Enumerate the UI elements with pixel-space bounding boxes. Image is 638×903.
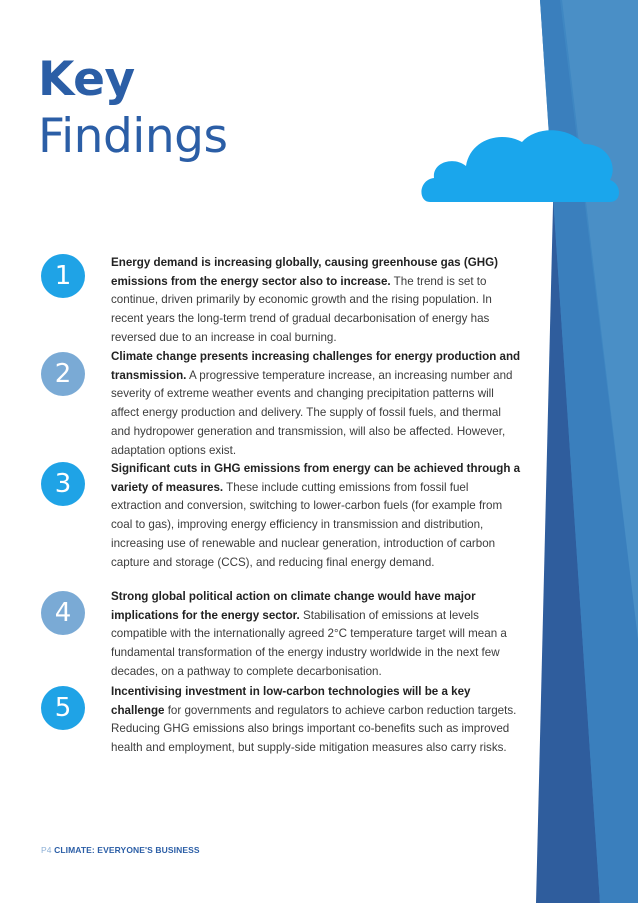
finding-text-3 xyxy=(111,460,521,572)
finding-body-3: These include cutting emissions from fossil fuel extraction and conversion, switching to lower-carbon fuels (for example from coal to gas), improving energy efficiency in transmission and distribution, increasing use of renewable and nuclear generation, introduction of carbon capture and storage (CCS), and reducing final energy demand. xyxy=(111,480,503,569)
finding-lead-4: Strong global political action on climate change would have major implications for the energy sector. xyxy=(111,590,476,622)
title-line-1: Key xyxy=(38,52,135,107)
finding-number-3: 3 xyxy=(41,462,85,506)
finding-number-5: 5 xyxy=(41,686,85,730)
finding-lead-1: Energy demand is increasing globally, causing greenhouse gas (GHG) emissions from the energy sector also to increase. xyxy=(111,256,498,288)
cloud-icon xyxy=(418,122,620,204)
page-number: P4 xyxy=(41,845,52,855)
finding-text-2 xyxy=(111,348,521,460)
page-title xyxy=(38,52,227,166)
finding-number-2: 2 xyxy=(41,352,85,396)
finding-body-5: for governments and regulators to achieve carbon reduction targets. Reducing GHG emissions also brings important co-benefits such as improved health and employment, but supply-side mitigation measures also carry risks. xyxy=(111,703,517,755)
page-footer xyxy=(41,845,200,855)
finding-body-4: Stabilisation of emissions at levels compatible with the internationally agreed 2°C temperature target will mean a fundamental transformation of the energy industry worldwide in the next few decades, on a pathway to complete decarbonisation. xyxy=(111,608,507,678)
finding-text-4 xyxy=(111,588,521,682)
finding-text-5 xyxy=(111,683,521,758)
finding-lead-2: Climate change presents increasing challenges for energy production and transmission. xyxy=(111,350,521,382)
finding-lead-5: Incentivising investment in low-carbon technologies will be a key challenge xyxy=(111,685,471,717)
publication-title: CLIMATE: EVERYONE'S BUSINESS xyxy=(54,845,200,855)
finding-body-1: The trend is set to continue, driven primarily by economic growth and the rising population. In recent years the long-term trend of gradual decarbonisation of energy has reversed due to an increase in coal burning. xyxy=(111,274,492,344)
finding-number-1: 1 xyxy=(41,254,85,298)
finding-number-4: 4 xyxy=(41,591,85,635)
title-line-2: Findings xyxy=(38,109,228,164)
finding-lead-3: Significant cuts in GHG emissions from energy can be achieved through a variety of measures. xyxy=(111,462,521,494)
finding-text-1 xyxy=(111,254,521,348)
finding-body-2: A progressive temperature increase, an increasing number and severity of extreme weather events and changing precipitation patterns will affect energy production and delivery. The supply of fossil fuels, and thermal and hydropower generation and transmission, will also be affected. However, adaptation options exist. xyxy=(111,368,513,457)
